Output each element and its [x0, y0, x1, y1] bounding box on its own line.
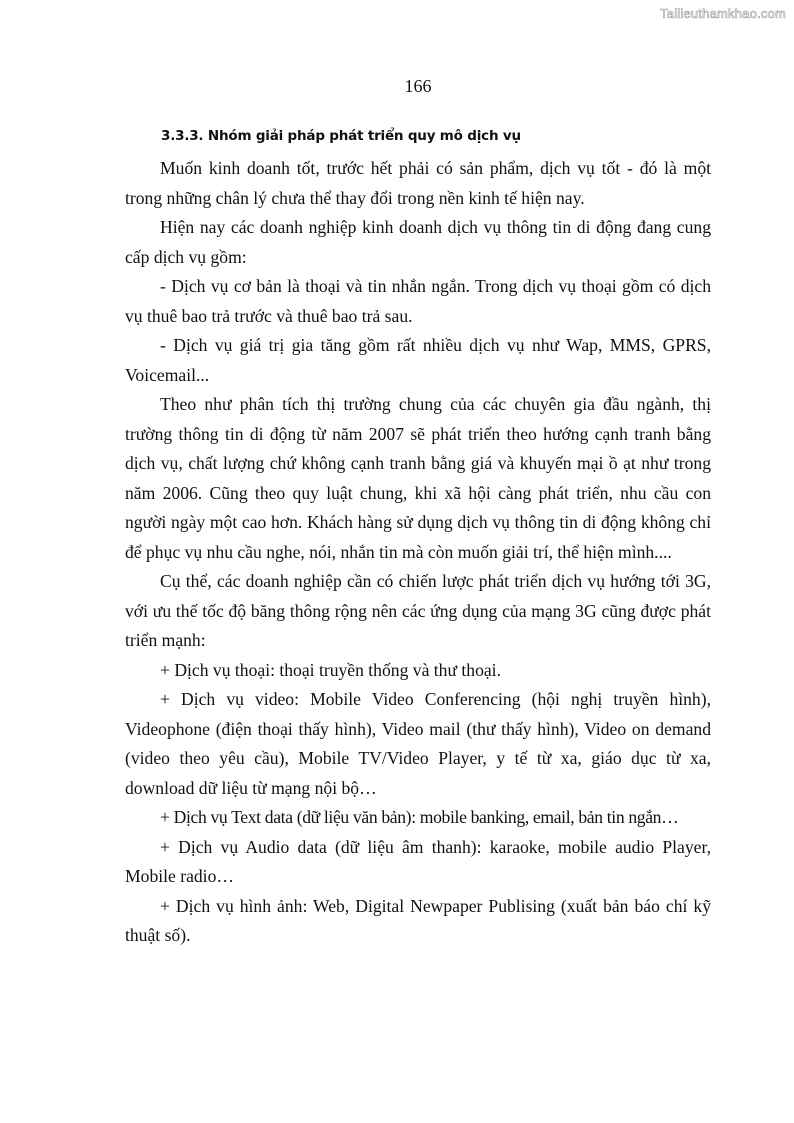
watermark: Tailieuthamkhao.com: [660, 6, 786, 21]
section-heading: 3.3.3. Nhóm giải pháp phát triển quy mô dịch vụ: [161, 128, 521, 144]
body-text: [125, 154, 711, 951]
list-item: + Dịch vụ Audio data (dữ liệu âm thanh): karaoke, mobile audio Player, Mobile radio…: [125, 836, 711, 886]
list-item: + Dịch vụ thoại: thoại truyền thống và thư thoại.: [160, 659, 501, 680]
list-item: + Dịch vụ video: Mobile Video Conferencing (hội nghị truyền hình), Videophone (điện thoại thấy hình), Video mail (thư thấy hình), Video on demand (video theo yêu cầu), Mobile TV/Video Player, y tế từ xa, giáo dục từ xa, download dữ liệu từ mạng nội bộ…: [125, 689, 711, 798]
paragraph: - Dịch vụ cơ bản là thoại và tin nhắn ngắn. Trong dịch vụ thoại gồm có dịch vụ thuê bao trả trước và thuê bao trả sau.: [125, 276, 711, 326]
list-item: + Dịch vụ hình ảnh: Web, Digital Newpaper Publising (xuất bản báo chí kỹ thuật số).: [125, 895, 711, 945]
paragraph: Cụ thể, các doanh nghiệp cần có chiến lược phát triển dịch vụ hướng tới 3G, với ưu thế tốc độ băng thông rộng nên các ứng dụng của mạng 3G cũng được phát triển mạnh:: [125, 571, 711, 650]
list-item: + Dịch vụ Text data (dữ liệu văn bản): mobile banking, email, bản tin ngắn…: [160, 807, 679, 827]
paragraph: Hiện nay các doanh nghiệp kinh doanh dịch vụ thông tin di động đang cung cấp dịch vụ gồm:: [125, 217, 711, 267]
page-number: 166: [404, 76, 432, 96]
paragraph: Muốn kinh doanh tốt, trước hết phải có sản phẩm, dịch vụ tốt - đó là một trong những chân lý chưa thể thay đổi trong nền kinh tế hiện nay.: [125, 158, 711, 208]
paragraph: Theo như phân tích thị trường chung của các chuyên gia đầu ngành, thị trường thông tin di động từ năm 2007 sẽ phát triển theo hướng cạnh tranh bằng dịch vụ, chất lượng chứ không cạnh tranh bằng giá và khuyến mại ồ ạt như trong năm 2006. Cũng theo quy luật chung, khi xã hội càng phát triển, nhu cầu con người ngày một cao hơn. Khách hàng sử dụng dịch vụ thông tin di động không chỉ để phục vụ nhu cầu nghe, nói, nhắn tin mà còn muốn giải trí, thể hiện mình....: [125, 394, 711, 562]
paragraph: - Dịch vụ giá trị gia tăng gồm rất nhiều dịch vụ như Wap, MMS, GPRS, Voicemail...: [125, 335, 711, 385]
